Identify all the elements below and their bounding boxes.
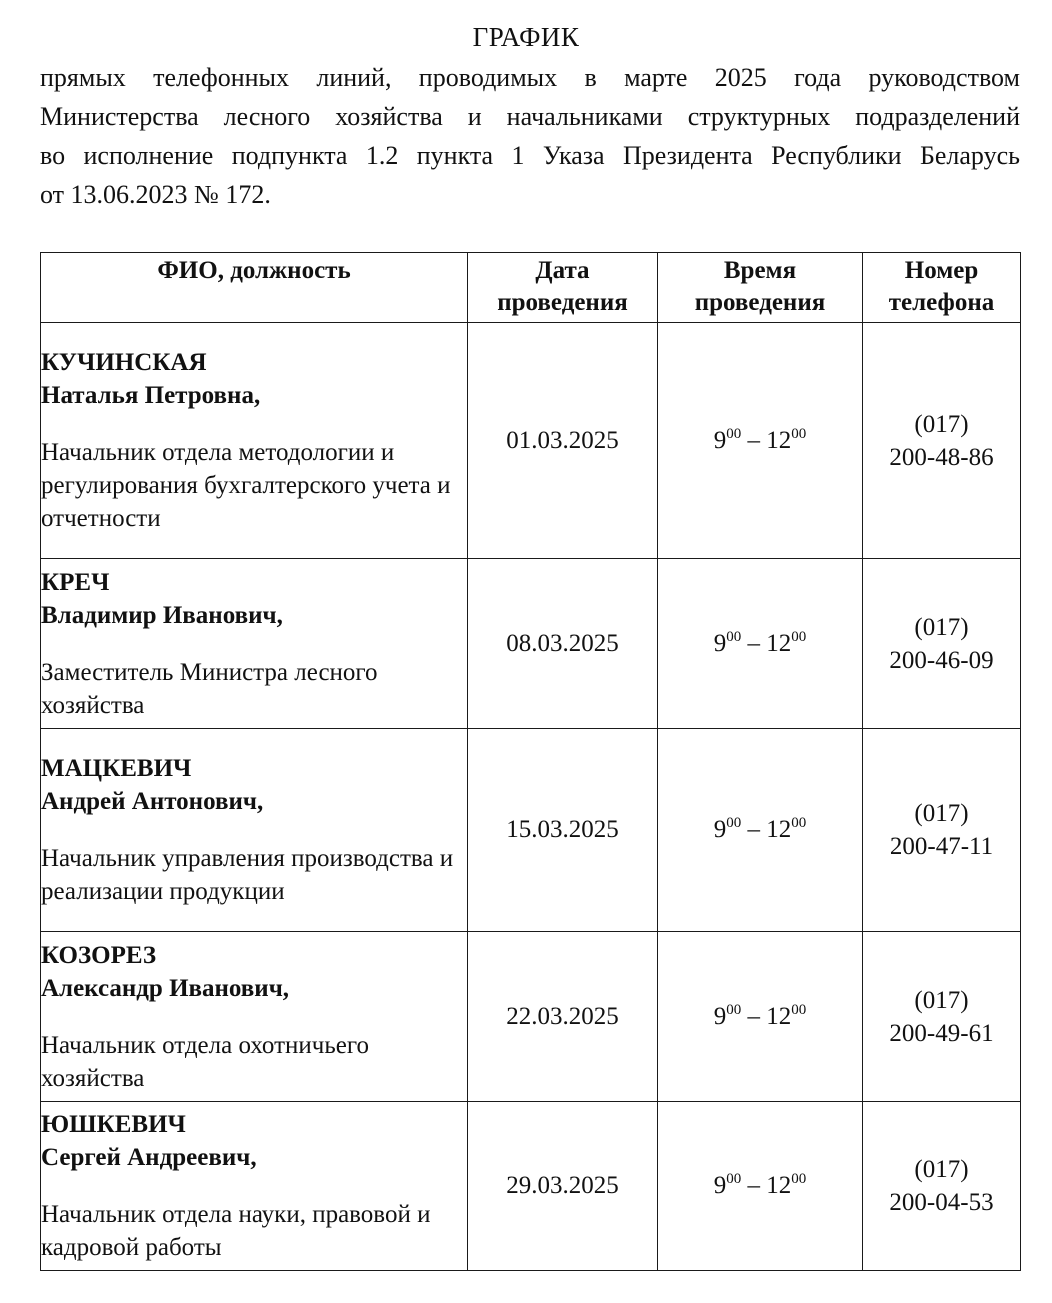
person-position: Заместитель Министра лесного хозяйства <box>41 658 378 719</box>
person-given-name: Владимир Иванович, <box>41 601 283 629</box>
person-cell <box>41 323 468 559</box>
date-cell: 22.03.2025 <box>468 932 658 1102</box>
intro-line: Министерства лесного хозяйства и начальниками структурных подразделений <box>40 102 1020 131</box>
intro-line: во исполнение подпункта 1.2 пункта 1 Указа Президента Республики Беларусь <box>40 141 1020 170</box>
date-cell: 29.03.2025 <box>468 1102 658 1271</box>
header-time: Время проведения <box>658 253 863 323</box>
table-row <box>41 729 1021 932</box>
phone-number: 200-49-61 <box>889 1019 994 1047</box>
time-cell: $9^{00} - 12^{00}$ <box>658 1102 863 1271</box>
phone-code: (017) <box>914 800 969 827</box>
person-surname: МАЦКЕВИЧ <box>41 755 192 782</box>
time-cell: $9^{00} - 12^{00}$ <box>658 932 863 1102</box>
person-given-name: Александр Иванович, <box>41 974 290 1002</box>
person-position: Начальник отдела науки, правовой и кадровой работы <box>41 1201 431 1261</box>
person-surname: ЮШКЕВИЧ <box>41 1111 186 1138</box>
intro-line: от 13.06.2023 № 172. <box>40 180 271 209</box>
document-title: ГРАФИК <box>472 22 580 52</box>
person-given-name: Наталья Петровна, <box>41 382 261 409</box>
person-given-name: Андрей Антонович, <box>41 788 264 815</box>
date-cell: 08.03.2025 <box>468 559 658 729</box>
person-position: Начальник отдела охотничьего хозяйства <box>41 1031 369 1092</box>
intro-line: прямых телефонных линий, проводимых в марте 2025 года руководством <box>40 63 1020 92</box>
person-surname: КРЕЧ <box>41 568 110 596</box>
phone-code: (017) <box>914 986 969 1014</box>
phone-number: 200-04-53 <box>889 1189 994 1216</box>
header-date: Дата проведения <box>468 253 658 323</box>
phone-cell <box>863 729 1021 932</box>
time-cell: $9^{00} - 12^{00}$ <box>658 323 863 559</box>
phone-code: (017) <box>914 613 969 641</box>
phone-cell <box>863 559 1021 729</box>
phone-cell <box>863 1102 1021 1271</box>
header-name-position: ФИО, должность <box>41 253 468 323</box>
schedule-table <box>40 252 1021 1271</box>
phone-code: (017) <box>914 1156 969 1183</box>
table-row <box>41 323 1021 559</box>
phone-number: 200-46-09 <box>889 646 994 674</box>
date-cell: 01.03.2025 <box>468 323 658 559</box>
table-row <box>41 1102 1021 1271</box>
phone-cell <box>863 323 1021 559</box>
header-phone: Номер телефона <box>863 253 1021 323</box>
person-surname: КУЧИНСКАЯ <box>41 349 207 376</box>
phone-code: (017) <box>914 410 969 438</box>
person-given-name: Сергей Андреевич, <box>41 1144 257 1171</box>
time-cell: $9^{00} - 12^{00}$ <box>658 559 863 729</box>
person-position: Начальник отдела методологии и регулирования бухгалтерского учета и отчетности <box>41 439 451 532</box>
phone-cell <box>863 932 1021 1102</box>
date-cell: 15.03.2025 <box>468 729 658 932</box>
person-cell <box>41 1102 468 1271</box>
person-cell <box>41 559 468 729</box>
table-row <box>41 559 1021 729</box>
table-row <box>41 932 1021 1102</box>
table-header-row <box>41 253 1021 323</box>
person-position: Начальник управления производства и реализации продукции <box>41 845 454 905</box>
phone-number: 200-48-86 <box>889 443 994 471</box>
person-cell <box>41 932 468 1102</box>
phone-number: 200-47-11 <box>889 833 994 860</box>
person-cell <box>41 729 468 932</box>
document-intro <box>40 58 1020 214</box>
person-surname: КОЗОРЕЗ <box>41 941 157 969</box>
time-cell: $9^{00} - 12^{00}$ <box>658 729 863 932</box>
